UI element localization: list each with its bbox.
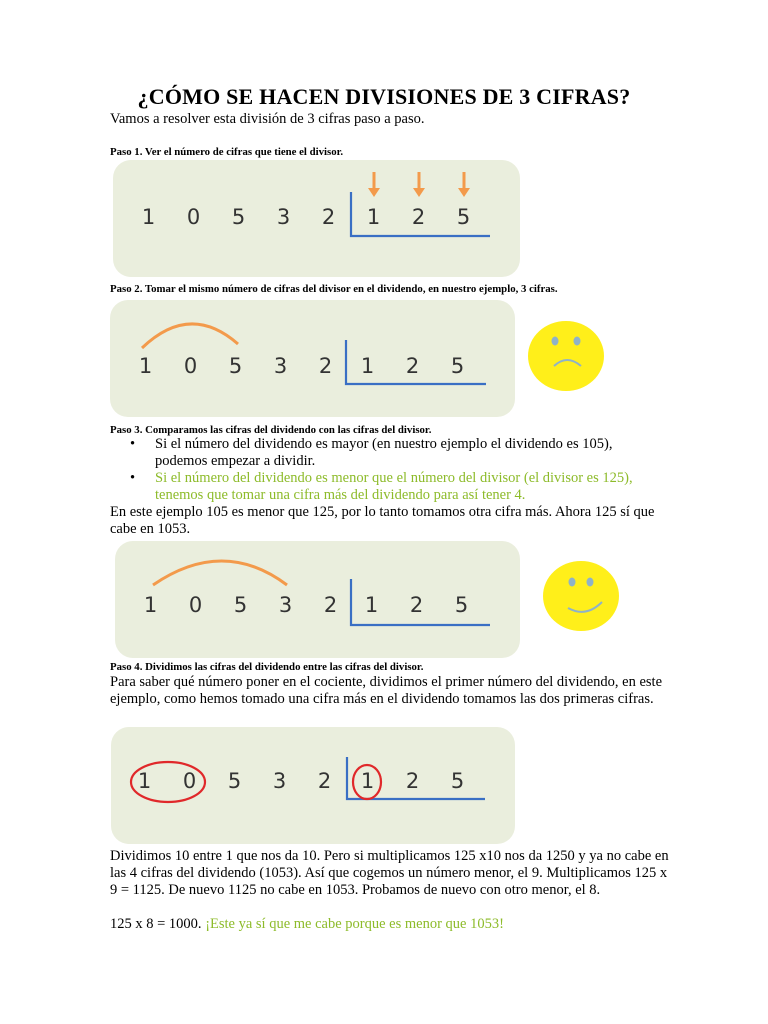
happy-face-icon: [542, 560, 622, 632]
digit: 2: [317, 769, 332, 793]
division-box-4: [111, 727, 515, 844]
face: [528, 321, 604, 391]
digit: 2: [405, 769, 420, 793]
division-bracket: [347, 757, 485, 799]
digit: 3: [278, 593, 293, 617]
eye: [552, 337, 559, 346]
circle-mark-icon: [131, 762, 205, 802]
digit: 3: [276, 205, 291, 229]
sad-face-icon: [527, 320, 607, 392]
face: [543, 561, 619, 631]
step-2-heading: Paso 2. Tomar el mismo número de cifras del divisor en el dividendo, en nuestro ejemplo, 3 cifras.: [110, 283, 558, 295]
digit: 0: [188, 593, 203, 617]
digit: 2: [318, 354, 333, 378]
bracket-arc-2: [110, 300, 515, 417]
digit: 2: [323, 593, 338, 617]
intro-text: Vamos a resolver esta división de 3 cifras paso a paso.: [110, 111, 425, 127]
bullet-icon: •: [130, 436, 136, 452]
digit: 2: [411, 205, 426, 229]
digit: 5: [450, 769, 465, 793]
division-box-2: [110, 300, 515, 417]
final-line: [110, 916, 670, 933]
digit: 5: [228, 354, 243, 378]
digit: 1: [138, 354, 153, 378]
digit: 2: [321, 205, 336, 229]
final-line-green: ¡Este ya sí que me cabe porque es menor que 1053!: [205, 916, 504, 932]
digit: 0: [186, 205, 201, 229]
eye: [587, 578, 594, 587]
final-line-black: 125 x 8 = 1000.: [110, 916, 202, 932]
bullet-item-2: [130, 470, 650, 504]
division-box-1: [113, 160, 520, 277]
circle-mark-icon: [353, 765, 381, 799]
bracket-circles-4: [111, 727, 515, 844]
digit: 0: [182, 769, 197, 793]
digit: 3: [273, 354, 288, 378]
digit: 5: [454, 593, 469, 617]
digit: 3: [272, 769, 287, 793]
division-box-3: [115, 541, 520, 658]
down-arrow-icon: [368, 172, 380, 197]
arc-icon: [142, 324, 238, 348]
final-paragraph: Dividimos 10 entre 1 que nos da 10. Pero si multiplicamos 125 x10 nos da 1250 y ya no cabe en las 4 cifras del dividendo (1053). Así que cogemos un número menor, el 9. Multiplicamos 125 x 9 = 1125. De nuevo 1125 no cabe en 1053. Probamos de nuevo con otro menor, el 8.: [110, 848, 669, 898]
step-3-heading: Paso 3. Comparamos las cifras del dividendo con las cifras del divisor.: [110, 424, 432, 436]
bullet-item-1: [130, 436, 650, 470]
down-arrow-icon: [413, 172, 425, 197]
digit: 1: [143, 593, 158, 617]
eye: [569, 578, 576, 587]
digit: 5: [233, 593, 248, 617]
digit: 1: [141, 205, 156, 229]
bullet-text-2: Si el número del dividendo es menor que el número del divisor (el divisor es 125), tenemos que tomar una cifra más del dividendo para así tener 4.: [155, 470, 633, 503]
eye: [574, 337, 581, 346]
division-bracket: [351, 579, 490, 625]
bullet-icon: •: [130, 470, 136, 486]
division-bracket: [346, 340, 486, 384]
paragraph-after-step-3: En este ejemplo 105 es menor que 125, por lo tanto tomamos otra cifra más. Ahora 125 sí que cabe en 1053.: [110, 504, 655, 537]
digit: 1: [366, 205, 381, 229]
arc-icon: [153, 561, 287, 585]
step-4-heading: Paso 4. Dividimos las cifras del dividendo entre las cifras del divisor.: [110, 661, 424, 673]
digit: 1: [360, 769, 375, 793]
down-arrow-icon: [458, 172, 470, 197]
step-1-heading: Paso 1. Ver el número de cifras que tiene el divisor.: [110, 146, 344, 158]
paragraph-after-step-4: Para saber qué número poner en el cociente, dividimos el primer número del dividendo, en este ejemplo, como hemos tomado una cifra más en el dividendo tomamos las dos primeras cifras.: [110, 674, 663, 707]
digit: 1: [137, 769, 152, 793]
digit: 2: [405, 354, 420, 378]
division-bracket: [351, 192, 490, 236]
bullet-text-1: Si el número del dividendo es mayor (en nuestro ejemplo el dividendo es 105), podemos empezar a dividir.: [155, 436, 613, 469]
digit: 0: [183, 354, 198, 378]
bracket-arrows-1: [113, 160, 520, 277]
digit: 5: [450, 354, 465, 378]
digit: 5: [456, 205, 471, 229]
page-title: ¿CÓMO SE HACEN DIVISIONES DE 3 CIFRAS?: [137, 84, 631, 109]
digit: 5: [231, 205, 246, 229]
digit: 1: [360, 354, 375, 378]
digit: 1: [364, 593, 379, 617]
digit: 2: [409, 593, 424, 617]
bracket-arc-3: [115, 541, 520, 658]
digit: 5: [227, 769, 242, 793]
